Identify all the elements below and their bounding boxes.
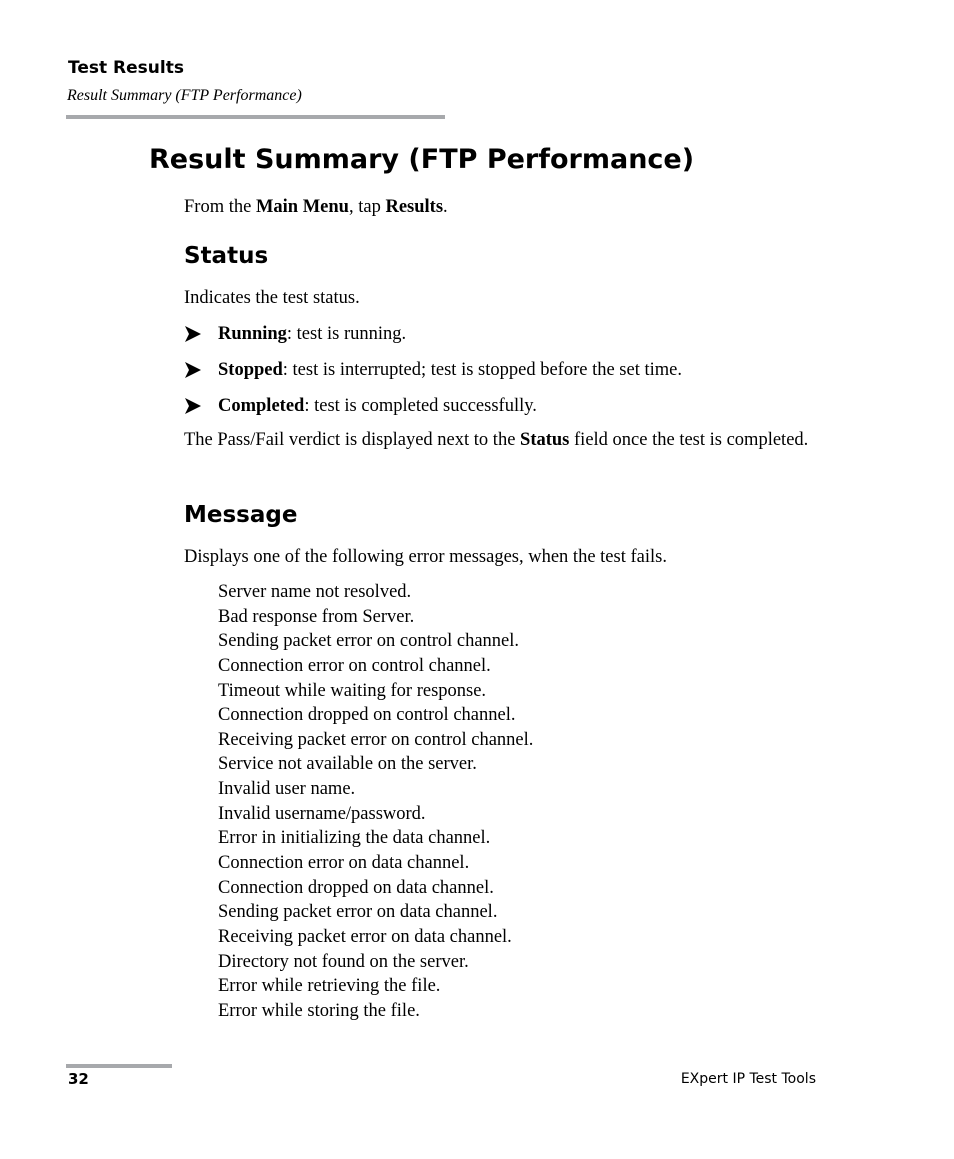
verdict-field: Status — [520, 430, 570, 450]
verdict-suffix: field once the test is completed. — [569, 430, 809, 450]
header-section-title: Test Results — [68, 58, 184, 78]
status-term-text: : test is interrupted; test is stopped before the set time. — [282, 360, 682, 380]
error-message: Error while retrieving the file. — [218, 976, 441, 997]
error-message: Sending packet error on control channel. — [218, 631, 520, 652]
error-message: Invalid username/password. — [218, 803, 426, 824]
header-subsection-title: Result Summary (FTP Performance) — [67, 87, 302, 104]
arrow-bullet-icon — [184, 396, 202, 416]
error-message: Connection dropped on control channel. — [218, 705, 516, 726]
error-message-list — [218, 580, 533, 1024]
intro-menu: Main Menu — [255, 197, 349, 217]
message-description: Displays one of the following error messages, when the test fails. — [184, 547, 667, 567]
error-message: Error while storing the file. — [218, 1000, 420, 1021]
product-name: EXpert IP Test Tools — [680, 1071, 816, 1087]
status-bullet-item — [184, 394, 824, 430]
intro-suffix: . — [443, 197, 448, 217]
footer-divider — [66, 1064, 172, 1068]
error-message: Invalid user name. — [218, 779, 356, 800]
page-title: Result Summary (FTP Performance) — [149, 144, 695, 175]
header-divider — [66, 115, 445, 119]
error-message: Connection dropped on data channel. — [218, 877, 494, 898]
error-message: Connection error on control channel. — [218, 655, 491, 676]
status-term: Stopped — [218, 360, 283, 380]
error-message: Error in initializing the data channel. — [218, 828, 491, 849]
status-term: Completed — [218, 396, 305, 416]
status-term-text: : test is completed successfully. — [304, 396, 537, 416]
status-term-text: : test is running. — [286, 324, 407, 344]
message-heading: Message — [184, 502, 298, 528]
intro-paragraph — [184, 195, 448, 220]
verdict-prefix: The Pass/Fail verdict is displayed next to the — [184, 430, 521, 450]
error-message: Service not available on the server. — [218, 754, 477, 775]
error-message: Receiving packet error on data channel. — [218, 926, 512, 947]
error-message: Connection error on data channel. — [218, 853, 470, 874]
status-term: Running — [218, 324, 287, 344]
status-bullet-list — [184, 322, 824, 430]
status-heading: Status — [184, 243, 269, 269]
status-bullet-item — [184, 322, 824, 358]
error-message: Receiving packet error on control channel. — [218, 729, 534, 750]
intro-middle: , tap — [348, 197, 386, 217]
arrow-bullet-icon — [184, 324, 202, 344]
arrow-bullet-icon — [184, 360, 202, 380]
error-message: Server name not resolved. — [218, 582, 412, 602]
intro-prefix: From the — [184, 197, 256, 217]
status-description: Indicates the test status. — [184, 288, 360, 308]
verdict-paragraph — [184, 428, 814, 453]
error-message: Sending packet error on data channel. — [218, 902, 498, 923]
error-message: Timeout while waiting for response. — [218, 680, 487, 701]
status-bullet-item — [184, 358, 824, 394]
page-number: 32 — [68, 1070, 89, 1088]
intro-item: Results — [385, 197, 444, 217]
error-message: Bad response from Server. — [218, 606, 415, 627]
error-message: Directory not found on the server. — [218, 951, 469, 972]
